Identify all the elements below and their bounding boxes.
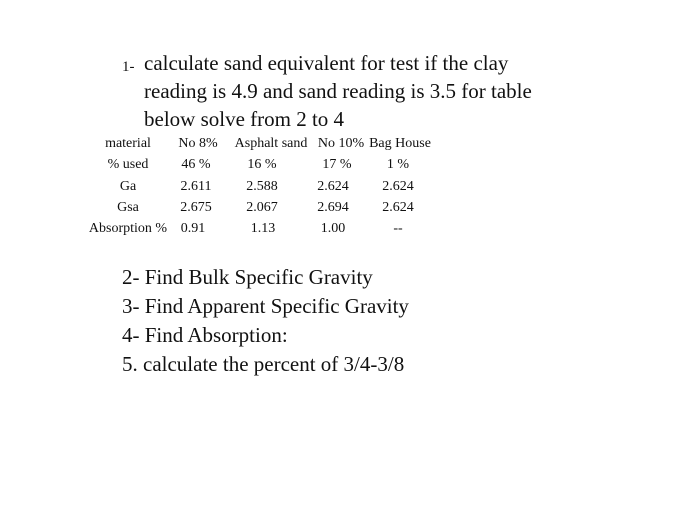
table-cell: 1.13 xyxy=(250,221,276,236)
question-list xyxy=(122,263,409,379)
table-cell: 1 % xyxy=(386,157,410,172)
question-1-line-1: calculate sand equivalent for test if the clay xyxy=(144,51,509,75)
table-cell: 2.067 xyxy=(246,200,278,215)
table-cell: 2.624 xyxy=(382,179,414,194)
table-cell: 2.624 xyxy=(317,179,349,194)
table-header-bag-house: Bag House xyxy=(369,136,431,151)
table-row-label-absorption: Absorption % xyxy=(88,221,168,236)
table-header-no10: No 10% xyxy=(317,136,365,151)
question-2: 2- Find Bulk Specific Gravity xyxy=(122,265,373,289)
table-cell: -- xyxy=(393,221,403,236)
table-cell: 0.91 xyxy=(180,221,206,236)
table-cell: 46 % xyxy=(181,157,211,172)
table-cell: 2.694 xyxy=(317,200,349,215)
table-cell: 2.675 xyxy=(180,200,212,215)
table-cell: 2.588 xyxy=(246,179,278,194)
question-3: 3- Find Apparent Specific Gravity xyxy=(122,294,409,318)
question-5: 5. calculate the percent of 3/4-3/8 xyxy=(122,352,405,376)
question-4: 4- Find Absorption: xyxy=(122,323,288,347)
table-row-label-ga: Ga xyxy=(119,179,137,194)
question-1-line-3: below solve from 2 to 4 xyxy=(144,107,345,131)
question-1-number: 1- xyxy=(122,59,135,75)
table-row-label-gsa: Gsa xyxy=(117,200,139,215)
table-header-no8: No 8% xyxy=(178,136,218,151)
question-1-line-2: reading is 4.9 and sand reading is 3.5 for table xyxy=(144,79,532,103)
table-cell: 2.611 xyxy=(180,179,212,194)
table-cell: 17 % xyxy=(322,157,352,172)
table-header-material: material xyxy=(105,136,151,151)
table-header-asphalt-sand: Asphalt sand xyxy=(234,136,308,151)
table-cell: 1.00 xyxy=(320,221,346,236)
table-cell: 2.624 xyxy=(382,200,414,215)
table-cell: 16 % xyxy=(247,157,277,172)
table-row-label-used: % used xyxy=(107,157,149,172)
